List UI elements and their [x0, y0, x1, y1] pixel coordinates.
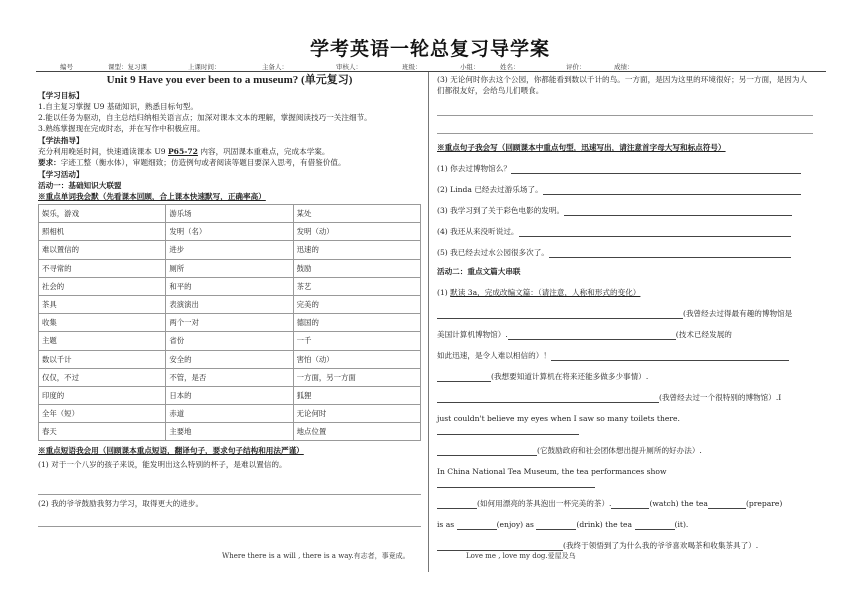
- passage-text: (drink) the tea: [576, 520, 633, 529]
- answer-blank[interactable]: [508, 339, 676, 340]
- passage-text: (我想要知道计算机在将来还能多做多少事情）.: [491, 372, 649, 381]
- answer-line[interactable]: [38, 515, 421, 527]
- activity-two: 活动二：重点文篇大串联: [437, 267, 521, 276]
- vocab-cell[interactable]: 害怕（动）: [293, 350, 420, 368]
- answer-blank[interactable]: [635, 529, 675, 530]
- answer-blank[interactable]: [437, 455, 537, 456]
- vocab-cell[interactable]: 迅速的: [293, 241, 420, 259]
- vocab-cell[interactable]: 茶艺: [293, 277, 420, 295]
- goals-heading: 【学习目标】: [38, 91, 84, 100]
- column-divider: [428, 72, 429, 572]
- right-column: [437, 74, 813, 551]
- sentence-prompt: (4) 我还从来没听说过。: [437, 227, 519, 236]
- vocab-cell[interactable]: 主题: [39, 332, 166, 350]
- vocab-cell[interactable]: 茶具: [39, 295, 166, 313]
- vocab-cell[interactable]: 鼓励: [293, 259, 420, 277]
- passage-line: [437, 445, 813, 456]
- vocab-row: [39, 295, 421, 313]
- passage-text: (我曾经去过得最有趣的博物馆是: [683, 309, 793, 318]
- passage-line: [437, 392, 813, 403]
- header-rule: [36, 71, 826, 72]
- left-column: [38, 74, 421, 529]
- vocab-cell[interactable]: 进步: [166, 241, 293, 259]
- footer-right: Love me , love my dog.爱屋及乌: [466, 552, 576, 560]
- sentence-prompt: (5) 我已经去过水公园很多次了。: [437, 248, 549, 257]
- vocab-cell[interactable]: 和平的: [166, 277, 293, 295]
- vocab-cell[interactable]: 春天: [39, 423, 166, 441]
- vocab-cell[interactable]: 一方面，另一方面: [293, 368, 420, 386]
- vocab-cell[interactable]: 社会的: [39, 277, 166, 295]
- unit-title: Unit 9 Have you ever been to a museum? (单元复习): [106, 74, 353, 86]
- sentence-row: [437, 205, 813, 216]
- answer-line[interactable]: [38, 483, 421, 495]
- vocab-cell[interactable]: 厕所: [166, 259, 293, 277]
- answer-blank[interactable]: [519, 236, 791, 237]
- meta-pingjia: 评价：: [566, 63, 586, 71]
- meta-biaohao: 编号: [60, 63, 73, 71]
- vocab-cell[interactable]: 发明（名）: [166, 223, 293, 241]
- vocab-row: [39, 223, 421, 241]
- vocab-row: [39, 259, 421, 277]
- passage-line: [437, 519, 813, 530]
- sentence-row: [437, 226, 813, 237]
- vocab-cell[interactable]: 全年（短）: [39, 405, 166, 423]
- vocab-cell[interactable]: 德国的: [293, 314, 420, 332]
- passage-text: 如此迅速，是令人难以相信的）！: [437, 351, 551, 360]
- answer-blank[interactable]: [511, 173, 801, 174]
- vocab-cell[interactable]: 安全的: [166, 350, 293, 368]
- vocab-cell[interactable]: 照相机: [39, 223, 166, 241]
- passage-text: (it).: [674, 520, 689, 529]
- vocab-row: [39, 405, 421, 423]
- passage-text: (如何用漂亮的茶具泡出一杯完美的茶）.: [477, 499, 612, 508]
- answer-line[interactable]: [437, 104, 813, 116]
- goal-item: 2.能以任务为驱动，自主总结归纳相关语言点；加深对课本文本的理解，掌握阅读技巧一关注细节。: [38, 113, 372, 122]
- sentence-row: [437, 184, 813, 195]
- vocab-cell[interactable]: 印度的: [39, 386, 166, 404]
- meta-xingming: 姓名：: [500, 63, 520, 71]
- vocab-cell[interactable]: 某处: [293, 205, 420, 223]
- activity-heading: 【学习活动】: [38, 170, 84, 179]
- vocab-cell[interactable]: 不寻常的: [39, 259, 166, 277]
- passage-text: In China National Tea Museum, the tea performances show: [437, 467, 667, 476]
- answer-blank[interactable]: [437, 381, 491, 382]
- vocab-cell[interactable]: 仅仅，不过: [39, 368, 166, 386]
- sentence-prompt: (2) Linda 已经去过游乐场了。: [437, 185, 543, 194]
- method-suffix: 内容，巩固课本重难点，完成本学案。: [197, 147, 330, 156]
- answer-blank[interactable]: [437, 487, 595, 488]
- answer-blank[interactable]: [437, 508, 477, 509]
- passage-text: 美国计算机博物馆）.: [437, 330, 508, 339]
- meta-shenhe: 审核人：: [336, 63, 362, 71]
- vocab-cell[interactable]: 地点位置: [293, 423, 420, 441]
- vocab-cell[interactable]: 游乐场: [166, 205, 293, 223]
- passage-text: (enjoy) as: [496, 520, 534, 529]
- passage-line: [437, 308, 813, 319]
- meta-banji: 班级：: [402, 63, 422, 71]
- answer-blank[interactable]: [551, 360, 789, 361]
- answer-line[interactable]: [437, 122, 813, 134]
- page-title: 学考英语一轮总复习导学案: [309, 38, 550, 60]
- vocab-cell[interactable]: 日本的: [166, 386, 293, 404]
- vocab-cell[interactable]: 一千: [293, 332, 420, 350]
- answer-blank[interactable]: [437, 402, 659, 403]
- phrase-heading: ※重点短语我会用（回顾课本重点短语，翻译句子，要求句子结构和用法严谨）: [38, 446, 304, 456]
- meta-zhubei: 主备人：: [262, 63, 288, 71]
- vocab-row: [39, 368, 421, 386]
- meta-shangke: 上课时间：: [188, 63, 221, 71]
- answer-blank[interactable]: [611, 508, 649, 509]
- answer-blank[interactable]: [543, 194, 801, 195]
- vocab-cell[interactable]: 难以置信的: [39, 241, 166, 259]
- passage-text: (技术已经发展的: [675, 330, 732, 339]
- answer-blank[interactable]: [549, 257, 791, 258]
- vocab-cell[interactable]: 发明（动）: [293, 223, 420, 241]
- vocab-row: [39, 241, 421, 259]
- passage-line: [437, 466, 813, 488]
- passage-text: (我终于领悟到了为什么我的爷爷喜欢喝茶和收集茶具了）.: [563, 541, 759, 550]
- passage-line: [437, 350, 813, 361]
- passage-text: just couldn't believe my eyes when I saw so many toilets there.: [437, 414, 680, 423]
- reading-instruction: 默读 3a，完成改编文篇：（请注意，人称和形式的变化）: [450, 288, 641, 297]
- passage-text: is as: [437, 520, 455, 529]
- requirement-label: 要求：: [38, 158, 61, 167]
- vocab-cell[interactable]: 赤道: [166, 405, 293, 423]
- vocab-cell[interactable]: 无论何时: [293, 405, 420, 423]
- sentence-heading: ※重点句子我会写（回顾课本中重点句型，迅速写出，请注意首字母大写和标点符号）: [437, 143, 726, 152]
- goal-item: 1.自主复习掌握 U9 基础知识，熟悉目标句型。: [38, 102, 198, 111]
- vocab-row: [39, 350, 421, 368]
- goal-item: 3.熟练掌握现在完成时态，并在写作中积极应用。: [38, 124, 205, 133]
- vocab-heading: ※重点单词我会默（先看课本回顾，合上课本快速默写，正确率高）: [38, 192, 266, 201]
- answer-blank[interactable]: [457, 529, 497, 530]
- vocab-cell[interactable]: 完美的: [293, 295, 420, 313]
- meta-kexing: 课型：复习课: [108, 63, 147, 71]
- requirement-body: 字迹工整（衡水体），审题细致；仿造例句或者阅读等题目要深入思考，有借鉴价值。: [60, 158, 346, 167]
- passage-line: [437, 498, 813, 509]
- meta-chengji: 成绩：: [614, 63, 634, 71]
- answer-blank[interactable]: [564, 215, 792, 216]
- vocab-table: [38, 204, 421, 441]
- phrase-item: (1) 对于一个八岁的孩子来说，能发明出这么特别的杯子，是难以置信的。: [38, 460, 287, 470]
- vocab-cell[interactable]: 不管，是否: [166, 368, 293, 386]
- sentence-row: [437, 247, 813, 258]
- sentence-prompt: (1) 你去过博物馆么？: [437, 164, 511, 173]
- method-pages: P65-72: [167, 147, 198, 156]
- passage-line: [437, 540, 813, 551]
- method-prefix: 充分利用晚延时间，快速通读课本 U9: [38, 147, 168, 156]
- meta-xiaozu: 小组：: [460, 63, 480, 71]
- passage-line: [437, 413, 813, 435]
- vocab-row: [39, 277, 421, 295]
- vocab-cell[interactable]: 娱乐，游戏: [39, 205, 166, 223]
- requirement-text: [38, 157, 421, 168]
- method-text: [38, 146, 421, 157]
- answer-blank[interactable]: [536, 529, 576, 530]
- activity-one: 活动一：基础知识大联盟: [38, 181, 122, 190]
- vocab-cell[interactable]: 收集: [39, 314, 166, 332]
- passage-text: (watch) the tea: [649, 499, 708, 508]
- vocab-row: [39, 423, 421, 441]
- vocab-row: [39, 386, 421, 404]
- method-heading: 【学法指导】: [38, 136, 84, 145]
- vocab-cell[interactable]: 省份: [166, 332, 293, 350]
- vocab-row: [39, 314, 421, 332]
- phrase-item: (3) 无论何时你去这个公园，你都能看到数以千计的鸟。一方面，是因为这里的环境很好；另一方面，是因为人们都很友好，会给鸟儿们喂食。: [437, 75, 808, 95]
- sentence-row: [437, 163, 813, 174]
- answer-blank[interactable]: [708, 508, 746, 509]
- vocab-cell[interactable]: 数以千计: [39, 350, 166, 368]
- reading-task: [437, 287, 813, 298]
- vocab-cell[interactable]: 表演演出: [166, 295, 293, 313]
- vocab-cell[interactable]: 两个一对: [166, 314, 293, 332]
- reading-label: (1): [437, 288, 451, 297]
- answer-blank[interactable]: [437, 434, 579, 435]
- footer-left: Where there is a will , there is a way.有志者，事竟成。: [222, 552, 410, 560]
- vocab-row: [39, 332, 421, 350]
- passage-text: (prepare): [745, 499, 783, 508]
- passage-line: [437, 329, 813, 340]
- passage-text: (我曾经去过一个很特别的博物馆）.I: [659, 393, 782, 402]
- vocab-cell[interactable]: 主要地: [166, 423, 293, 441]
- answer-blank[interactable]: [437, 318, 683, 319]
- sentence-prompt: (3) 我学习到了关于彩色电影的发明。: [437, 206, 565, 215]
- passage-line: [437, 371, 813, 382]
- vocab-cell[interactable]: 狐狸: [293, 386, 420, 404]
- vocab-row: [39, 205, 421, 223]
- passage-text: (它鼓励政府和社会团体想出提升厕所的好办法）.: [537, 446, 702, 455]
- phrase-item: (2) 我的爷爷鼓励我努力学习，取得更大的进步。: [38, 499, 204, 509]
